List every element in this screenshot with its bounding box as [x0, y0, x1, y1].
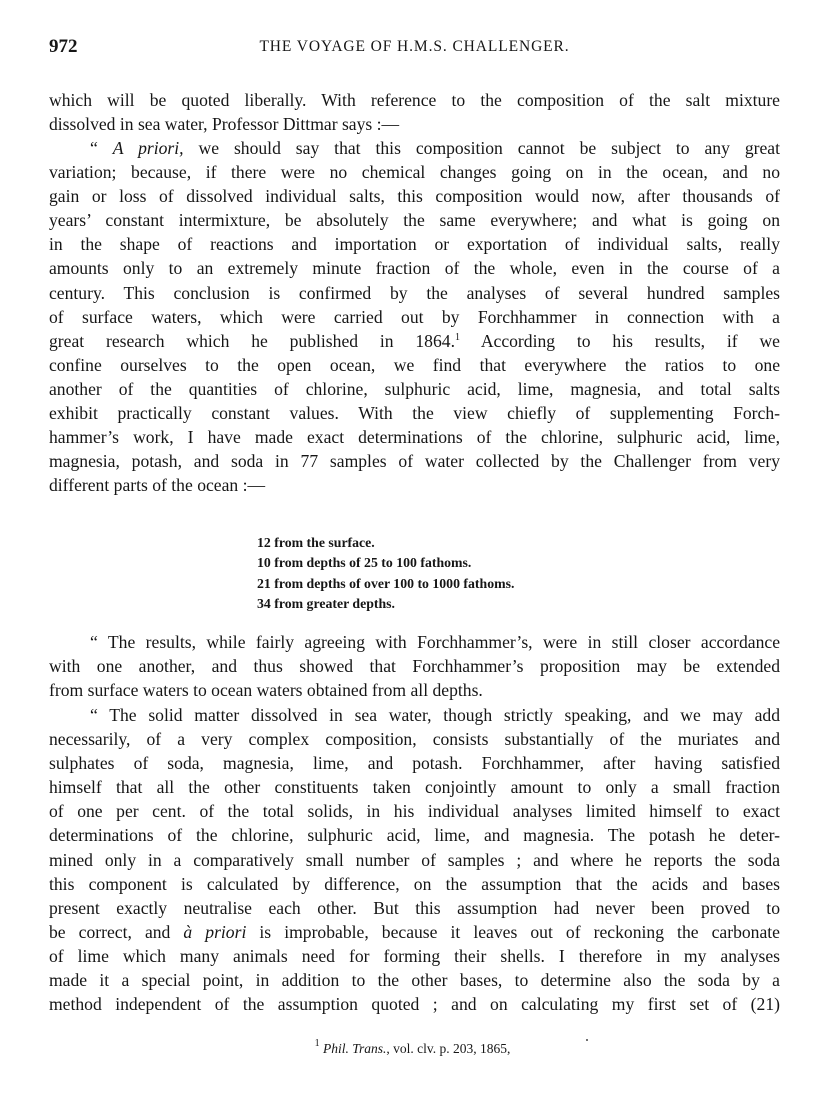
page-header: [49, 36, 780, 60]
text-line: another of the quantities of chlorine, sulphuric acid, lime, magnesia, and total salts: [49, 378, 780, 399]
text-line: of lime which many animals need for forming their shells. I therefore in my analyses: [49, 945, 780, 966]
text-line: sulphates of soda, magnesia, lime, and potash. Forchhammer, after having satisfied: [49, 753, 780, 774]
paragraph-intro: [49, 88, 780, 136]
text-span: be correct, and: [49, 921, 184, 942]
sample-list-item: 12 from the surface.: [257, 535, 375, 550]
text-line: with one another, and thus showed that Forchhammer’s proposition may be extended: [49, 656, 780, 677]
text-line: from surface waters to ocean waters obtained from all depths.: [49, 680, 483, 701]
sample-list-item: 21 from depths of over 100 to 1000 fathoms.: [257, 575, 515, 591]
text-line: mined only in a comparatively small number of samples ; and where he reports the soda: [49, 849, 780, 870]
paragraph-quote-apriori: [49, 136, 780, 497]
text-line: magnesia, potash, and soda in 77 samples of water collected by the Challenger from very: [49, 451, 780, 472]
text-line: of surface waters, which were carried out by Forchhammer in connection with a: [49, 306, 780, 327]
text-span: great research which he published in 1864.: [49, 330, 455, 351]
text-line: necessarily, of a very complex composition, consists substantially of the muriates and: [49, 729, 780, 750]
paragraph-solid-matter: [49, 703, 780, 1016]
text-line: in the shape of reactions and importation or exportation of individual salts, really: [49, 234, 780, 255]
open-quote: “: [90, 138, 113, 158]
running-title: THE VOYAGE OF H.M.S. CHALLENGER.: [259, 38, 570, 55]
text-line: hammer’s work, I have made exact determinations of the chlorine, sulphuric acid, lime,: [49, 427, 780, 448]
footnote: [0, 1038, 825, 1057]
text-span: According to his results, if we: [459, 330, 780, 351]
italic-phrase: à priori: [183, 921, 247, 942]
text-line: variation; because, if there were no chemical changes going on in the ocean, and no: [49, 162, 780, 183]
text-line: century. This conclusion is confirmed by the analyses of several hundred samples: [49, 282, 780, 303]
text-line: this component is calculated by difference, on the assumption that the acids and bases: [49, 873, 780, 894]
footnote-number: 1: [314, 1038, 320, 1049]
sample-list: [257, 533, 514, 614]
text-line: [49, 136, 780, 160]
paragraph-results: [49, 630, 780, 702]
text-span: is improbable, because it leaves out of reckoning the carbonate: [246, 921, 780, 942]
text-line: confine ourselves to the open ocean, we find that everywhere the ratios to one: [49, 354, 780, 375]
text-line: [49, 329, 780, 353]
text-line: made it a special point, in addition to the other bases, to determine also the soda by a: [49, 970, 780, 991]
text-line: exhibit practically constant values. With the view chiefly of supplementing Forch-: [49, 403, 780, 424]
sample-list-item: 10 from depths of 25 to 100 fathoms.: [257, 555, 472, 571]
text-line: present exactly neutralise each other. But this assumption had never been proved to: [49, 897, 780, 918]
italic-phrase: A priori,: [112, 138, 184, 158]
footnote-citation: , vol. clv. p. 203, 1865,: [386, 1041, 511, 1056]
text-line: “ The results, while fairly agreeing with Forchhammer’s, were in still closer accordance: [90, 632, 780, 652]
text-line: gain or loss of dissolved individual salts, this composition would now, after thousands of: [49, 186, 780, 207]
text-line: himself that all the other constituents taken conjointly amount to only a small fraction: [49, 777, 780, 798]
text-line: method independent of the assumption quoted ; and on calculating my first set of (21): [49, 994, 780, 1015]
text-line: dissolved in sea water, Professor Dittmar says :—: [49, 114, 400, 135]
text-line: of one per cent. of the total solids, in his individual analyses limited himself to exact: [49, 801, 780, 822]
text-line: amounts only to an extremely minute fraction of the whole, even in the course of a: [49, 258, 780, 279]
sample-list-item: 34 from greater depths.: [257, 595, 395, 611]
footnote-marker[interactable]: 1: [454, 331, 460, 343]
text-line: years’ constant intermixture, be absolutely the same everywhere; and what is going on: [49, 210, 780, 231]
text-line: different parts of the ocean :—: [49, 475, 266, 496]
text-line: [49, 920, 780, 944]
text-line: “ The solid matter dissolved in sea water, though strictly speaking, and we may add: [90, 705, 780, 725]
text-line: determinations of the chlorine, sulphuric acid, lime, and magnesia. The potash he deter-: [49, 825, 780, 846]
footnote-journal: Phil. Trans.: [322, 1041, 387, 1056]
text-span: we should say that this composition cannot be subject to any great: [183, 138, 780, 158]
text-line: which will be quoted liberally. With reference to the composition of the salt mixture: [49, 90, 780, 110]
page-number: 972: [49, 36, 78, 57]
